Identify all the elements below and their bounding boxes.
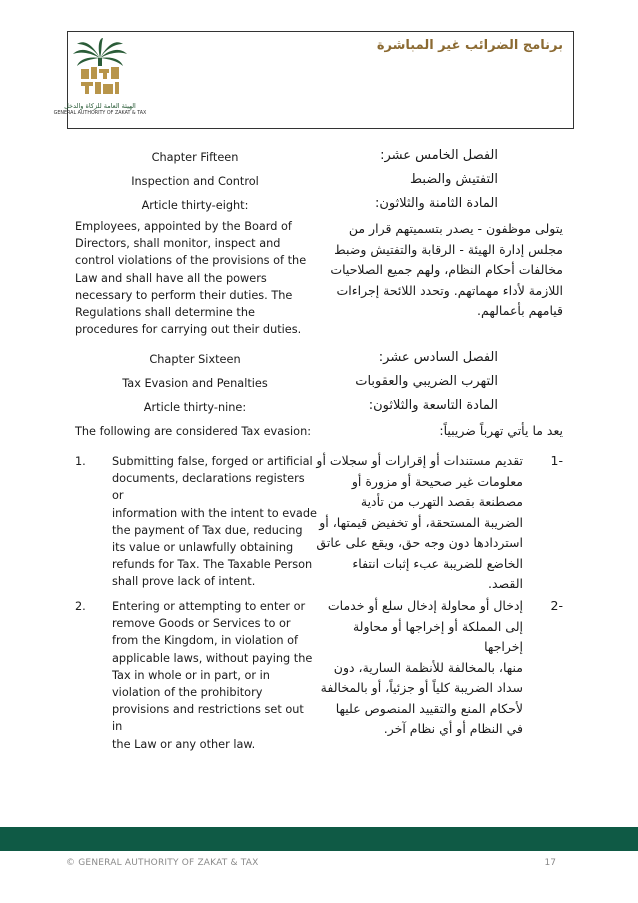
text-line: its value or unlawfully obtaining bbox=[112, 541, 294, 555]
text-line: necessary to perform their duties. The bbox=[75, 288, 293, 302]
text-line: shall prove lack of intent. bbox=[112, 575, 256, 589]
text-line: قيامهم بأعمالهم. bbox=[477, 303, 563, 318]
ar-article-38: المادة الثامنة والثلاثون: bbox=[374, 196, 498, 211]
text-line: إدخال أو محاولة إدخال سلع أو خدمات bbox=[327, 598, 523, 613]
text-line: معلومات غير صحيحة أو مزورة أو bbox=[351, 473, 523, 489]
en-item-1-number: 1. bbox=[75, 455, 86, 468]
text-line: Law and shall have all the powers bbox=[75, 271, 267, 285]
ar-chapter-15-title: التفتيش والضبط bbox=[409, 172, 498, 187]
text-line: information with the intent to evade bbox=[112, 506, 317, 520]
text-line: في النظام أو أي نظام آخر. bbox=[383, 721, 523, 736]
logo-arabic-name: الهيئة العامة للزكاة والدخل bbox=[64, 102, 136, 110]
en-chapter-16-title: Tax Evasion and Penalties bbox=[122, 377, 268, 390]
text-line: control violations of the provisions of the bbox=[75, 254, 307, 268]
en-article-38-body bbox=[75, 218, 320, 338]
text-line: مصطنعة بقصد التهرب من تأدية bbox=[360, 494, 523, 509]
text-line: violation of the prohibitory bbox=[112, 686, 263, 700]
page-number: 17 bbox=[544, 858, 556, 868]
ar-article-39-intro: يعد ما يأتي تهرباً ضريبياً: bbox=[439, 423, 563, 438]
text-line: إلى المملكة أو إخراجها أو محاولة إخراجها bbox=[352, 618, 523, 654]
text-line: الضريبة المستحقة، أو تخفيض قيمتها، أو bbox=[319, 514, 523, 530]
text-line: يتولى موظفون - يصدر بتسميتهم قرار من bbox=[348, 221, 563, 236]
en-chapter-16: Chapter Sixteen bbox=[149, 353, 241, 366]
ar-item-2-number: -2 bbox=[550, 598, 563, 613]
gazt-logo bbox=[51, 36, 149, 122]
text-line: from the Kingdom, in violation of bbox=[112, 634, 298, 648]
text-line: Directors, shall monitor, inspect and bbox=[75, 237, 281, 251]
ar-chapter-16: الفصل السادس عشر: bbox=[378, 350, 498, 365]
en-item-2-number: 2. bbox=[75, 600, 86, 613]
en-article-38: Article thirty-eight: bbox=[141, 199, 249, 212]
text-line: مجلس إدارة الهيئة - الرقابة والتفتيش وضبط bbox=[334, 241, 563, 257]
en-article-39: Article thirty-nine: bbox=[143, 401, 247, 414]
text-line: سداد الضريبة كلياً أو جزئياً، أو بالمخالفة bbox=[320, 680, 523, 695]
text-line: refunds for Tax. The Taxable Person bbox=[112, 558, 313, 572]
ar-chapter-16-title: التهرب الضريبي والعقوبات bbox=[355, 374, 498, 389]
text-line: the payment of Tax due, reducing bbox=[112, 523, 303, 537]
text-line: Regulations shall determine the bbox=[75, 306, 255, 320]
logo-english-name: GENERAL AUTHORITY OF ZAKAT & TAX bbox=[53, 111, 147, 116]
en-chapter-15: Chapter Fifteen bbox=[151, 151, 239, 164]
en-item-2-text bbox=[112, 598, 317, 753]
en-article-39-intro: The following are considered Tax evasion: bbox=[75, 425, 312, 438]
text-line: استردادها دون وجه حق، ويقع على عاتق bbox=[316, 535, 523, 550]
text-line: provisions and restrictions set out in bbox=[112, 703, 304, 734]
en-chapter-15-title: Inspection and Control bbox=[131, 175, 259, 188]
text-line: الخاضع للضريبة عبء إثبات انتفاء bbox=[352, 555, 523, 571]
text-line: اللازمة لأداء مهماتهم. وتحدد اللائحة إجراءات bbox=[336, 282, 563, 298]
ar-chapter-15: الفصل الخامس عشر: bbox=[380, 148, 498, 163]
text-line: Entering or attempting to enter or bbox=[112, 600, 306, 613]
text-line: لأحكام المنع والتقييد المنصوص عليها bbox=[335, 700, 523, 716]
footer-bar bbox=[0, 827, 638, 851]
text-line: procedures for carrying out their duties. bbox=[75, 323, 302, 337]
ar-article-38-body bbox=[323, 219, 563, 322]
ar-item-1-text bbox=[313, 451, 523, 595]
page-title: برنامج الضرائب غير المباشرة bbox=[376, 38, 563, 53]
ar-item-1-number: -1 bbox=[550, 453, 563, 468]
ar-item-2-text bbox=[313, 596, 523, 740]
text-line: documents, declarations registers or bbox=[112, 472, 305, 503]
text-line: the Law or any other law. bbox=[112, 737, 256, 751]
palm-tree-logo-icon bbox=[51, 36, 149, 102]
en-item-1-text bbox=[112, 453, 317, 591]
text-line: القصد. bbox=[488, 576, 523, 591]
text-line: applicable laws, without paying the bbox=[112, 651, 313, 665]
text-line: منها، بالمخالفة للأنظمة السارية، دون bbox=[333, 659, 523, 675]
text-line: remove Goods or Services to or bbox=[112, 617, 291, 631]
text-line: Tax in whole or in part, or in bbox=[112, 668, 270, 682]
ar-article-39: المادة التاسعة والثلاثون: bbox=[368, 398, 498, 413]
text-line: تقديم مستندات أو إقرارات أو سجلات أو bbox=[316, 453, 523, 468]
text-line: Submitting false, forged or artificial bbox=[112, 455, 313, 468]
text-line: Employees, appointed by the Board of bbox=[75, 220, 292, 233]
text-line: مخالفات أحكام النظام، ولهم جميع الصلاحيات bbox=[330, 262, 563, 277]
footer-copyright: © GENERAL AUTHORITY OF ZAKAT & TAX bbox=[66, 858, 259, 868]
